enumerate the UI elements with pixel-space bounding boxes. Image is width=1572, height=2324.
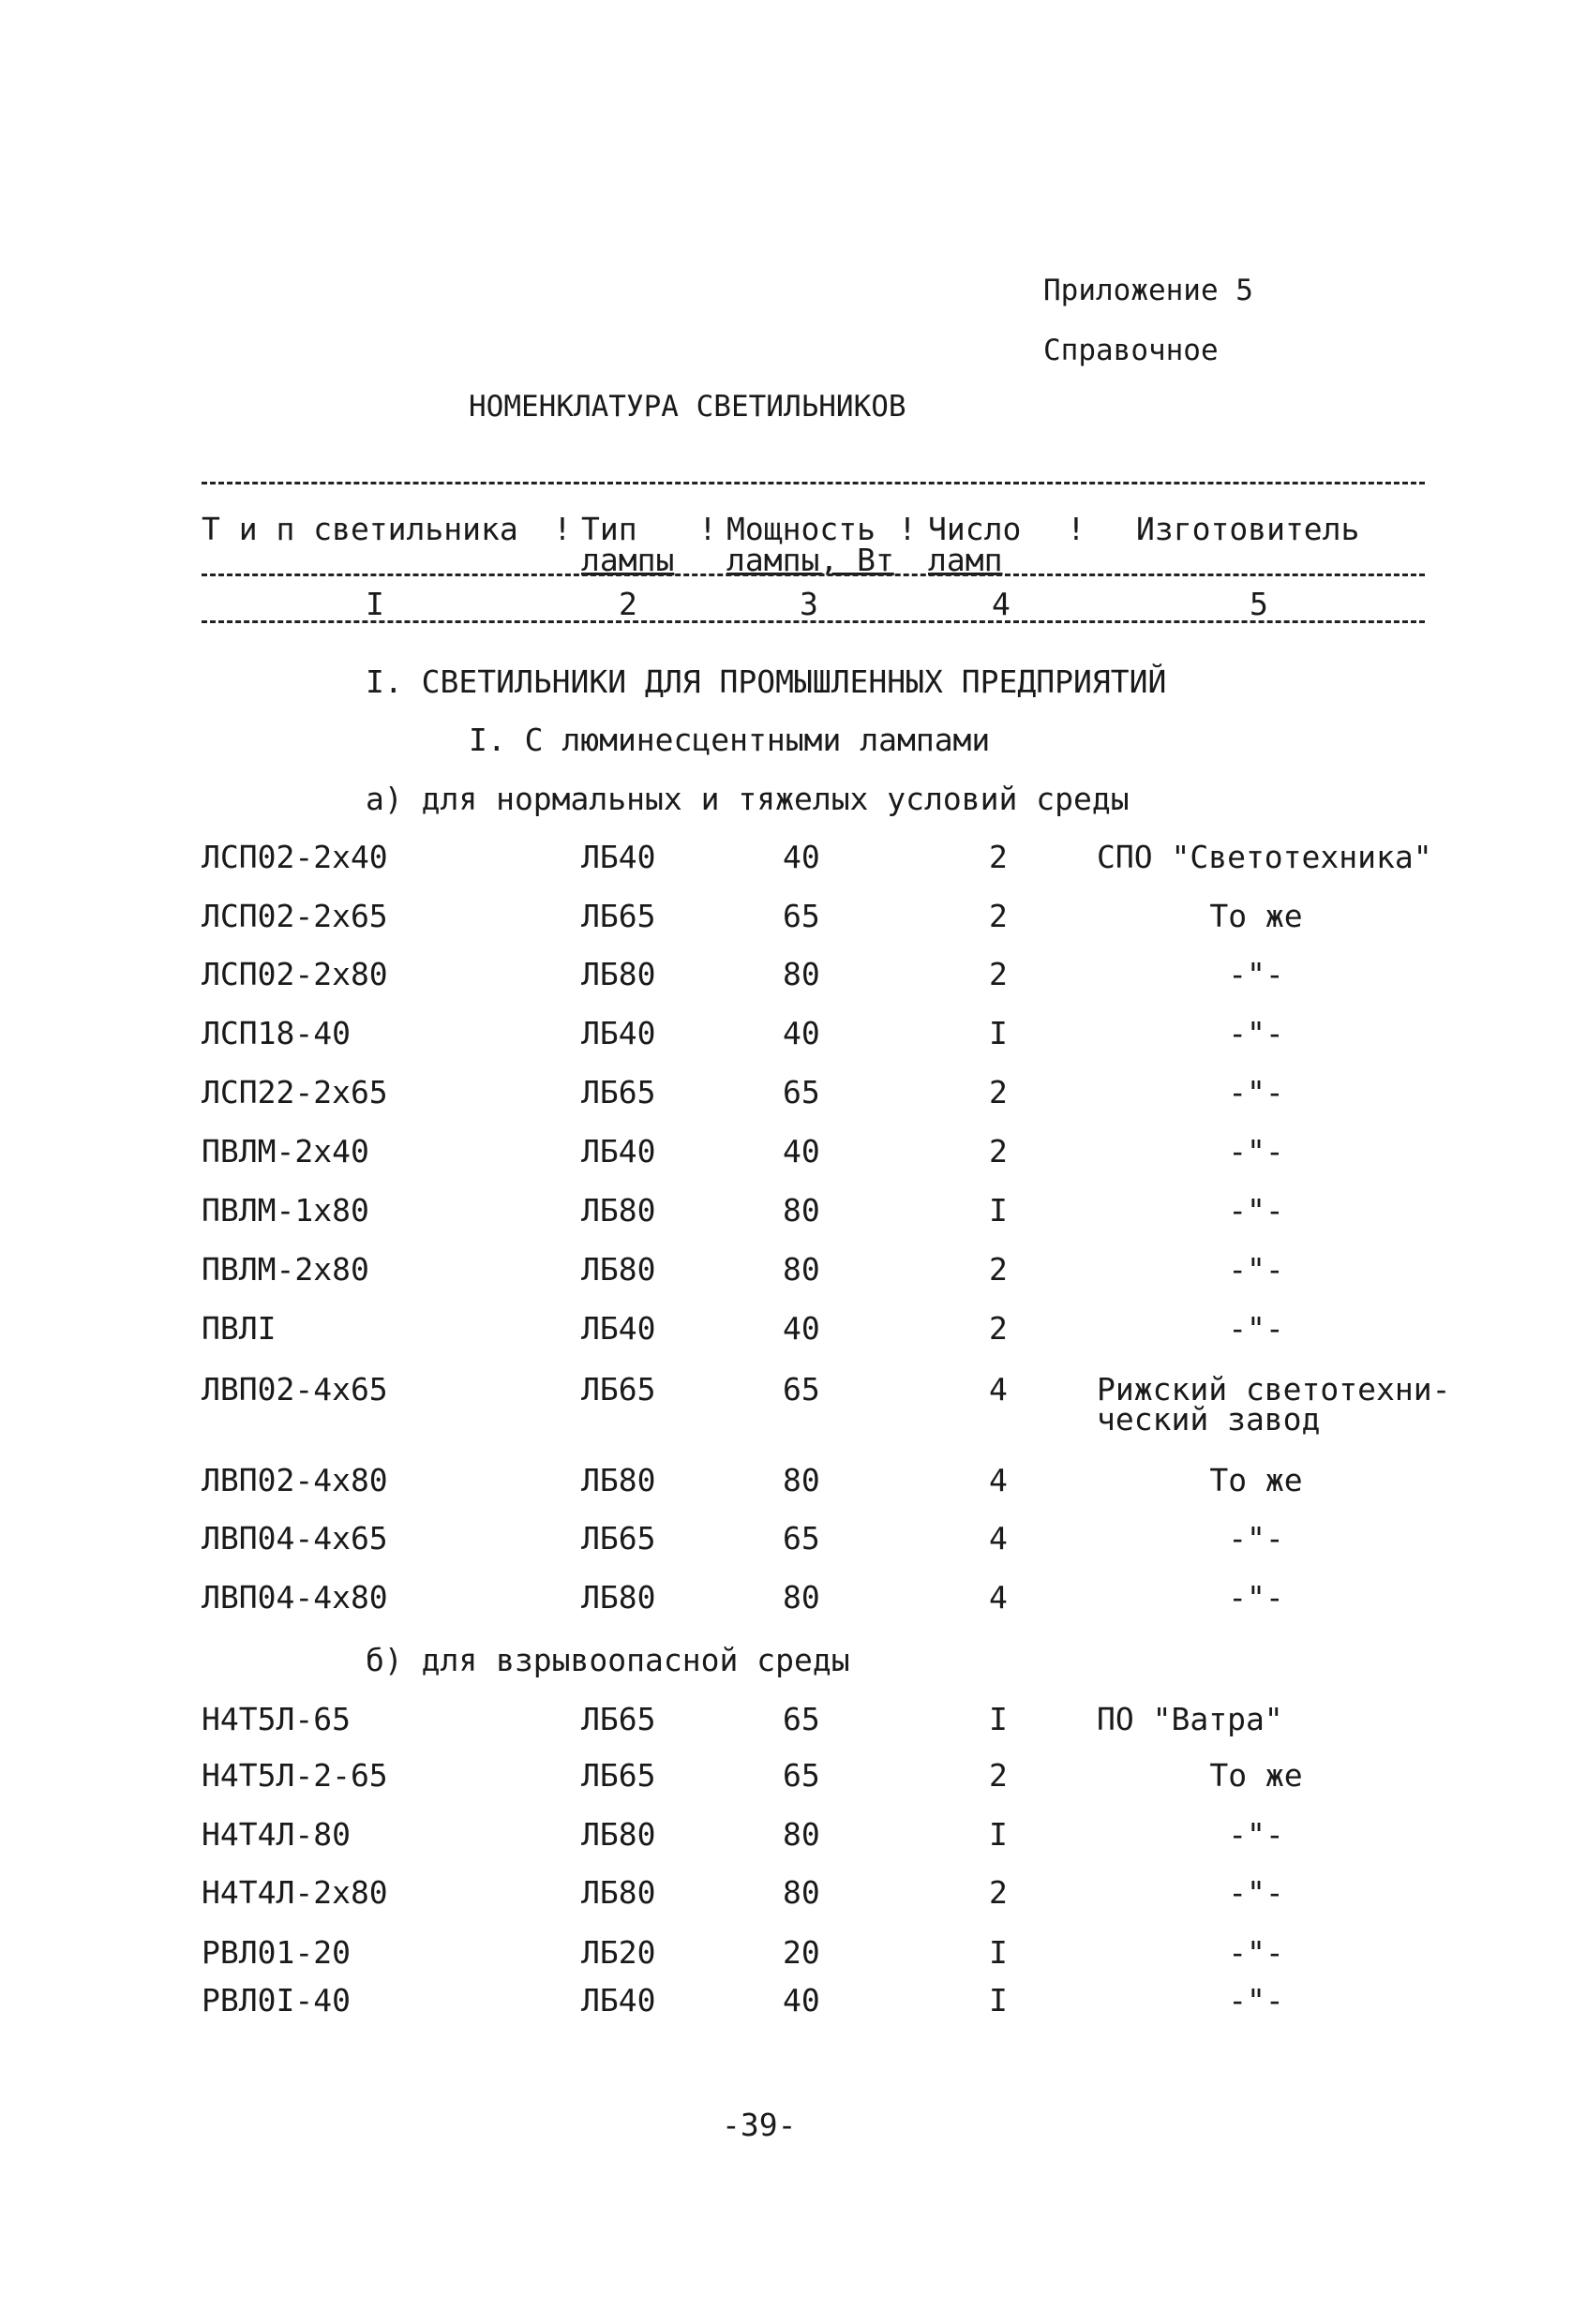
- cell-manufacturer: -"-: [1228, 956, 1284, 992]
- col-header-count-2: ламп: [928, 542, 1003, 578]
- page-title: НОМЕНКЛАТУРА СВЕТИЛЬНИКОВ: [469, 390, 906, 424]
- cell-manufacturer: -"-: [1228, 1982, 1284, 2019]
- subsection-title: I. С люминесцентными лампами: [469, 722, 991, 758]
- col-divider: !: [553, 511, 572, 547]
- cell-lamp-power: 80: [783, 1192, 820, 1229]
- col-divider: !: [898, 511, 917, 547]
- group-a-title: а) для нормальных и тяжелых условий среды: [366, 781, 1130, 817]
- cell-manufacturer: -"-: [1228, 1251, 1284, 1288]
- col-number-5: 5: [1250, 586, 1268, 622]
- cell-lamp-type: ЛБ20: [581, 1934, 656, 1971]
- cell-manufacturer-line2: ческий завод: [1097, 1401, 1321, 1438]
- cell-lamp-count: I: [989, 1982, 1008, 2019]
- cell-fixture-type: ЛВП04-4х65: [202, 1520, 388, 1557]
- cell-lamp-count: 4: [989, 1520, 1008, 1557]
- cell-manufacturer: -"-: [1228, 1934, 1284, 1971]
- col-header-type: Т и п светильника: [202, 511, 518, 547]
- col-header-count: Число: [928, 511, 1022, 547]
- cell-manufacturer: -"-: [1228, 1816, 1284, 1853]
- cell-manufacturer: -"-: [1228, 1074, 1284, 1110]
- cell-fixture-type: Н4Т5Л-65: [202, 1701, 351, 1737]
- cell-manufacturer: То же: [1209, 898, 1303, 934]
- section-title: I. СВЕТИЛЬНИКИ ДЛЯ ПРОМЫШЛЕННЫХ ПРЕДПРИЯТИЙ: [366, 663, 1167, 700]
- cell-lamp-type: ЛБ80: [581, 956, 656, 992]
- cell-lamp-power: 40: [783, 839, 820, 875]
- cell-lamp-type: ЛБ65: [581, 1520, 656, 1557]
- cell-lamp-type: ЛБ80: [581, 1251, 656, 1288]
- cell-fixture-type: ПВЛМ-1х80: [202, 1192, 369, 1229]
- cell-lamp-type: ЛБ40: [581, 1015, 656, 1051]
- cell-manufacturer: -"-: [1228, 1133, 1284, 1169]
- cell-lamp-power: 20: [783, 1934, 820, 1971]
- col-number-4: 4: [992, 586, 1011, 622]
- cell-fixture-type: ЛСП02-2х40: [202, 839, 388, 875]
- col-header-power-2: лампы, Вт: [726, 542, 894, 578]
- cell-lamp-count: I: [989, 1192, 1008, 1229]
- page-number: -39-: [722, 2107, 797, 2143]
- cell-lamp-count: 2: [989, 898, 1008, 934]
- table-top-rule: [202, 482, 1425, 484]
- cell-fixture-type: Н4Т5Л-2-65: [202, 1757, 388, 1794]
- table-header-rule: [202, 574, 1425, 576]
- cell-lamp-type: ЛБ65: [581, 1074, 656, 1110]
- cell-lamp-power: 65: [783, 1074, 820, 1110]
- cell-fixture-type: ЛСП22-2х65: [202, 1074, 388, 1110]
- cell-lamp-type: ЛБ80: [581, 1816, 656, 1853]
- cell-lamp-power: 80: [783, 1874, 820, 1911]
- cell-lamp-count: 2: [989, 1133, 1008, 1169]
- cell-lamp-power: 80: [783, 956, 820, 992]
- cell-manufacturer: -"-: [1228, 1520, 1284, 1557]
- cell-manufacturer: -"-: [1228, 1874, 1284, 1911]
- cell-lamp-count: I: [989, 1701, 1008, 1737]
- cell-lamp-power: 40: [783, 1310, 820, 1347]
- cell-lamp-power: 40: [783, 1982, 820, 2019]
- cell-lamp-type: ЛБ65: [581, 898, 656, 934]
- cell-lamp-count: 2: [989, 1874, 1008, 1911]
- cell-lamp-count: 4: [989, 1371, 1008, 1408]
- col-header-maker: Изготовитель: [1136, 511, 1360, 547]
- cell-lamp-type: ЛБ40: [581, 1982, 656, 2019]
- cell-lamp-type: ЛБ65: [581, 1757, 656, 1794]
- cell-fixture-type: ЛВП02-4х80: [202, 1462, 388, 1498]
- cell-manufacturer: ПО "Ватра": [1097, 1701, 1283, 1737]
- cell-lamp-count: 4: [989, 1462, 1008, 1498]
- reference-label: Справочное: [1043, 334, 1219, 367]
- cell-lamp-type: ЛБ40: [581, 1133, 656, 1169]
- cell-lamp-power: 65: [783, 1701, 820, 1737]
- cell-lamp-power: 80: [783, 1816, 820, 1853]
- cell-fixture-type: РВЛ0I-40: [202, 1982, 351, 2019]
- cell-fixture-type: ЛВП04-4х80: [202, 1579, 388, 1616]
- col-number-3: 3: [800, 586, 818, 622]
- cell-lamp-count: 2: [989, 1310, 1008, 1347]
- cell-lamp-count: 2: [989, 1074, 1008, 1110]
- cell-lamp-count: 2: [989, 839, 1008, 875]
- cell-lamp-count: 2: [989, 1757, 1008, 1794]
- cell-lamp-power: 80: [783, 1462, 820, 1498]
- col-divider: !: [698, 511, 717, 547]
- cell-fixture-type: ЛСП02-2х80: [202, 956, 388, 992]
- cell-lamp-type: ЛБ80: [581, 1874, 656, 1911]
- col-divider: !: [1067, 511, 1085, 547]
- cell-manufacturer: СПО "Светотехника": [1097, 839, 1432, 875]
- col-header-power: Мощность: [726, 511, 876, 547]
- appendix-label: Приложение 5: [1043, 274, 1253, 307]
- cell-fixture-type: ПВЛМ-2х40: [202, 1133, 369, 1169]
- cell-lamp-power: 80: [783, 1579, 820, 1616]
- cell-manufacturer: То же: [1209, 1757, 1303, 1794]
- cell-manufacturer: То же: [1209, 1462, 1303, 1498]
- cell-lamp-power: 65: [783, 1371, 820, 1408]
- cell-lamp-count: I: [989, 1934, 1008, 1971]
- cell-manufacturer: -"-: [1228, 1015, 1284, 1051]
- cell-fixture-type: ЛСП18-40: [202, 1015, 351, 1051]
- col-number-1: I: [366, 586, 384, 622]
- cell-fixture-type: Н4Т4Л-80: [202, 1816, 351, 1853]
- cell-fixture-type: РВЛ01-20: [202, 1934, 351, 1971]
- cell-lamp-type: ЛБ80: [581, 1192, 656, 1229]
- cell-fixture-type: ЛСП02-2х65: [202, 898, 388, 934]
- cell-lamp-type: ЛБ80: [581, 1579, 656, 1616]
- cell-lamp-type: ЛБ65: [581, 1371, 656, 1408]
- cell-lamp-power: 40: [783, 1133, 820, 1169]
- cell-lamp-power: 65: [783, 898, 820, 934]
- cell-manufacturer: -"-: [1228, 1310, 1284, 1347]
- col-number-2: 2: [619, 586, 637, 622]
- cell-lamp-power: 65: [783, 1520, 820, 1557]
- cell-lamp-type: ЛБ40: [581, 839, 656, 875]
- cell-lamp-count: 4: [989, 1579, 1008, 1616]
- cell-fixture-type: ЛВП02-4х65: [202, 1371, 388, 1408]
- cell-lamp-power: 80: [783, 1251, 820, 1288]
- group-b-title: б) для взрывоопасной среды: [366, 1642, 850, 1678]
- cell-fixture-type: ПВЛМ-2х80: [202, 1251, 369, 1288]
- cell-lamp-count: 2: [989, 1251, 1008, 1288]
- cell-lamp-count: I: [989, 1015, 1008, 1051]
- cell-lamp-type: ЛБ65: [581, 1701, 656, 1737]
- col-header-lamp: Тип: [581, 511, 637, 547]
- table-numbers-rule: [202, 620, 1425, 623]
- cell-lamp-power: 65: [783, 1757, 820, 1794]
- cell-lamp-power: 40: [783, 1015, 820, 1051]
- cell-lamp-count: I: [989, 1816, 1008, 1853]
- cell-manufacturer: -"-: [1228, 1579, 1284, 1616]
- cell-lamp-type: ЛБ40: [581, 1310, 656, 1347]
- cell-manufacturer: -"-: [1228, 1192, 1284, 1229]
- cell-lamp-count: 2: [989, 956, 1008, 992]
- cell-manufacturer: Рижский светотехни-: [1097, 1371, 1451, 1408]
- col-header-lamp-2: лампы: [581, 542, 675, 578]
- cell-lamp-type: ЛБ80: [581, 1462, 656, 1498]
- cell-fixture-type: ПВЛI: [202, 1310, 277, 1347]
- cell-fixture-type: Н4Т4Л-2х80: [202, 1874, 388, 1911]
